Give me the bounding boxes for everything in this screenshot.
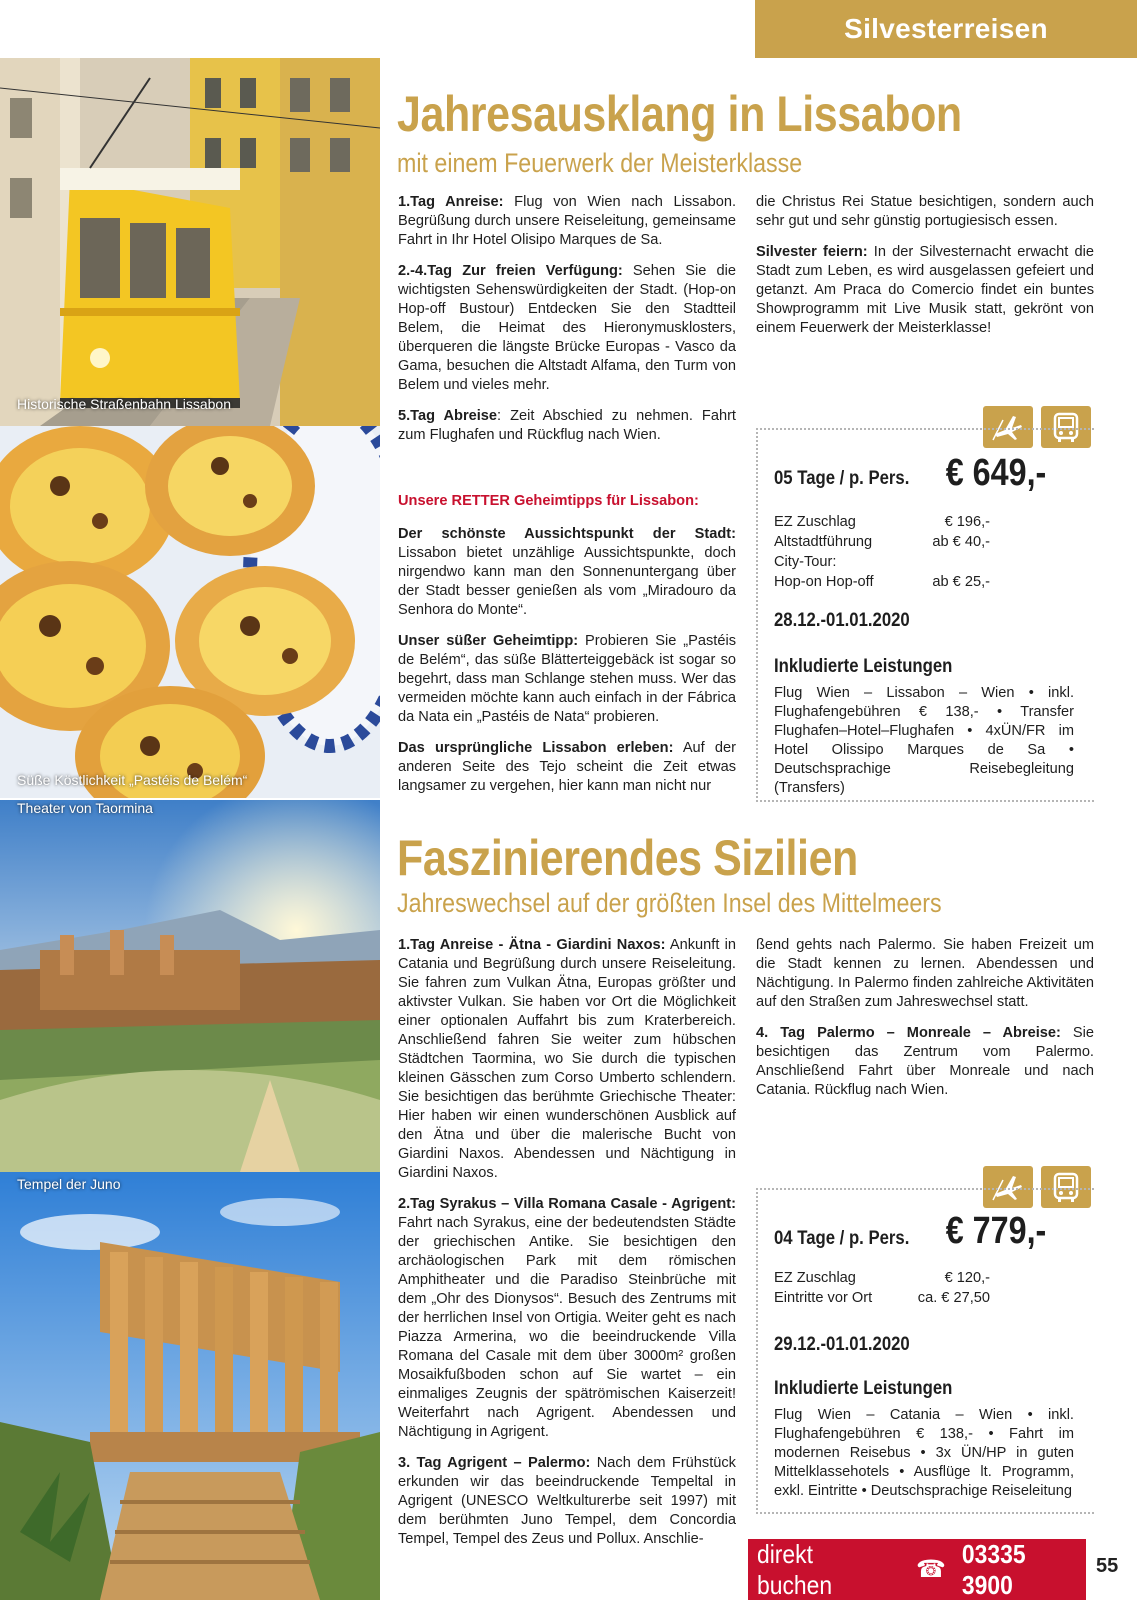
lisbon-subtitle: mit einem Feuerwerk der Meisterklasse [397,148,803,178]
caption-juno: Tempel der Juno [17,1176,121,1192]
lisbon-itinerary [398,193,736,457]
lisbon-price-box [756,428,1094,802]
sicily-day4: 4. Tag Palermo – Monreale – Abreise: Sie besichtigen das Zentrum vom Palermo. Anschließend Fahrt über Monreale und nach Catania. Rückflug nach Wien. [756,1025,1094,1098]
price-row: Eintritte vor Ort ca. € 27,50 [774,1290,990,1306]
price-row: City-Tour: [774,554,837,570]
lisbon-day1: 1.Tag Anreise: Flug von Wien nach Lissabon. Begrüßung durch unsere Reiseleitung, gemeinsame Fahrt in Ihr Hotel Olisipo Marques de Sa. [398,194,736,248]
page-number: 55 [1096,1555,1119,1577]
sicily-included-title: Inkludierte Leistungen [774,1378,953,1399]
price-row: Hop-on Hop-off ab € 25,- [774,574,990,590]
caption-tram: Historische Straßenbahn Lissabon [17,396,232,412]
sicily-day1: 1.Tag Anreise - Ätna - Giardini Naxos: Ankunft in Catania und Begrüßung durch unsere Reiseleitung. Sie fahren zum Vulkan Ätna, Europas größter und aktivster Vulkan. Sie haben vor Ort die Möglichkeit einer optionalen Auffahrt bis zum Kraterbereich. Anschließend fahren Sie weiter zum hübschen Städtchen Taormina, wo Sie durch die typischen kleinen Gässchen zum Corso Umberto schlendern. Sie besichtigen das berühmte Griechische Theater: Hier haben wir einen wunderschönen Ausblick auf den Ätna und über die malerische Bucht von Giardini Naxos. Abendessen und Nächtigung in Giardini Naxos. [398,937,737,1181]
sicily-itinerary [398,936,736,1561]
caption-theater: Theater von Taormina [17,800,153,816]
phone-number[interactable]: 03335 3900 [961,1538,1026,1600]
booking-banner[interactable] [748,1539,1086,1600]
lisbon-silvester: Silvester feiern: In der Silvesternacht erwacht die Stadt zum Leben, es wird ausgelassen gefeiert und getanzt. Am Praca do Comercio findet ein buntes Showprogramm mit Live Musik statt, gekrönt von einem Feuerwerk der Meisterklasse! [756,244,1094,336]
sicily-day2: 2.Tag Syrakus – Villa Romana Casale - Agrigent: Fahrt nach Syrakus, eine der bedeutendsten Städte der griechischen Antike. Sie besichtigen den archäologischen Park mit dem römischen Amphitheater und die Paradiso Steinbrüche mit dem „Ohr des Dionysos“. Besuch des Zentrums mit der herrlichen Insel von Ortigia. Weiter geht es nach Piazza Armerina, wo die beeindruckende Villa Romana del Casale mit dem über 3000m² großen Mosaikfußboden schon auf Sie wartet – ein einmaliges Zeugnis der spätrömischen Kaiserzeit! Weiterfahrt nach Agrigent. Abendessen und Nächtigung in Agrigent. [398,1196,736,1440]
sicily-col2-cont: ßend gehts nach Palermo. Sie haben Freizeit um die Stadt kennen zu lernen. Abendessen und Nächtigung. In Palermo finden zahlreiche Aktivitäten auf den Straßen zum Jahreswechsel statt. [756,937,1094,1010]
sicily-duration: 04 Tage / p. Pers. [774,1228,910,1249]
lisbon-date: 28.12.-01.01.2020 [774,610,910,631]
sicily-title: Faszinierendes Sizilien [397,830,858,886]
lisbon-price: € 649,- [945,452,1046,494]
booking-cta[interactable]: direkt buchen [757,1538,833,1600]
pasteis-photo [0,426,380,798]
price-row: EZ Zuschlag € 196,- [774,514,990,530]
price-row: Altstadtführung ab € 40,- [774,534,990,550]
lisbon-duration: 05 Tage / p. Pers. [774,468,910,489]
section-label: Silvesterreisen [844,13,1048,44]
sicily-date: 29.12.-01.01.2020 [774,1334,910,1355]
theater-photo [0,800,380,1172]
caption-pasteis: Süße Köstlichkeit „Pastéis de Belém“ [17,772,248,788]
price-row: EZ Zuschlag € 120,- [774,1270,990,1286]
sicily-price: € 779,- [945,1210,1046,1252]
lisbon-day5: 5.Tag Abreise: Zeit Abschied zu nehmen. Fahrt zum Flughafen und Rückflug nach Wien. [398,408,736,443]
lisbon-tips [398,492,736,808]
tip-original-lisbon: Das ursprüngliche Lissabon erleben: Auf der anderen Seite des Tejo scheint die Zeit etwas langsamer zu vergehen, hier kann man nicht nur [398,740,736,794]
juno-photo [0,1172,380,1600]
lisbon-day2-4: 2.-4.Tag Zur freien Verfügung: Sehen Sie die wichtigsten Sehenswürdigkeiten der Stadt. (Hop-on Hop-off Bustour) Entdecken Sie den Stadtteil Belem, die Heimat des Hieronymusklosters, überqueren die längste Brücke Europas - Vasco da Gama, besuchen die Altstadt Alfama, den Turm von Belem und vieles mehr. [398,263,736,393]
section-tab [755,0,1137,58]
lisbon-col2 [756,193,1094,350]
sicily-col2 [756,936,1094,1112]
tip-viewpoint: Der schönste Aussichtspunkt der Stadt: Lissabon bietet unzählige Aussichtspunkte, doch nirgendwo kann man den Sonnenuntergang über der Stadt besser genießen als vom „Miradouro da Senhora do Monte“. [398,526,736,618]
lisbon-included-text: Flug Wien – Lissabon – Wien • inkl. Flughafengebühren € 138,- • Transfer Flughafen–Hotel–Flughafen • 4xÜN/FR im Hotel Olissipo Marques de Sa • Deutschsprachige Reisebegleitung (Transfers) [774,685,1074,796]
lisbon-title: Jahresausklang in Lissabon [397,86,962,142]
lisbon-tips-title: Unsere RETTER Geheimtipps für Lissabon: [398,493,699,509]
lisbon-col2-cont: die Christus Rei Statue besichtigen, sondern auch sehr gut und sehr günstig portugiesisch essen. [756,194,1094,229]
tip-pasteis: Unser süßer Geheimtipp: Probieren Sie „Pastéis de Belém“, das süße Blätterteiggebäck ist sogar so begehrt, dass man Schlange stehen muss. Wer das vermeiden möchte kann auch einfach in der Fábrica da Nata ein „Pastéis de Nata“ probieren. [398,633,736,725]
sicily-subtitle: Jahreswechsel auf der größten Insel des Mittelmeers [397,888,942,918]
sicily-price-box [756,1188,1094,1514]
sicily-included-text: Flug Wien – Catania – Wien • inkl. Flughafengebühren € 138,- • Fahrt im modernen Reisebus • 3x ÜN/HP in guten Mittelklassehotels • Ausflüge lt. Programm, exkl. Eintritte • Deutschsprachige Reiseleitung [774,1407,1074,1499]
phone-icon: ☎ [916,1556,946,1583]
sicily-day3: 3. Tag Agrigent – Palermo: Nach dem Frühstück erkunden wir das beeindruckende Tempeltal in Agrigent (UNESCO Weltkulturerbe seit 1997) mit dem berühmten Juno Tempel, dem Concordia Tempel, Tempel des Zeus und Pollux. Anschlie- [398,1455,736,1547]
lisbon-included-title: Inkludierte Leistungen [774,656,953,677]
tram-photo [0,58,380,426]
